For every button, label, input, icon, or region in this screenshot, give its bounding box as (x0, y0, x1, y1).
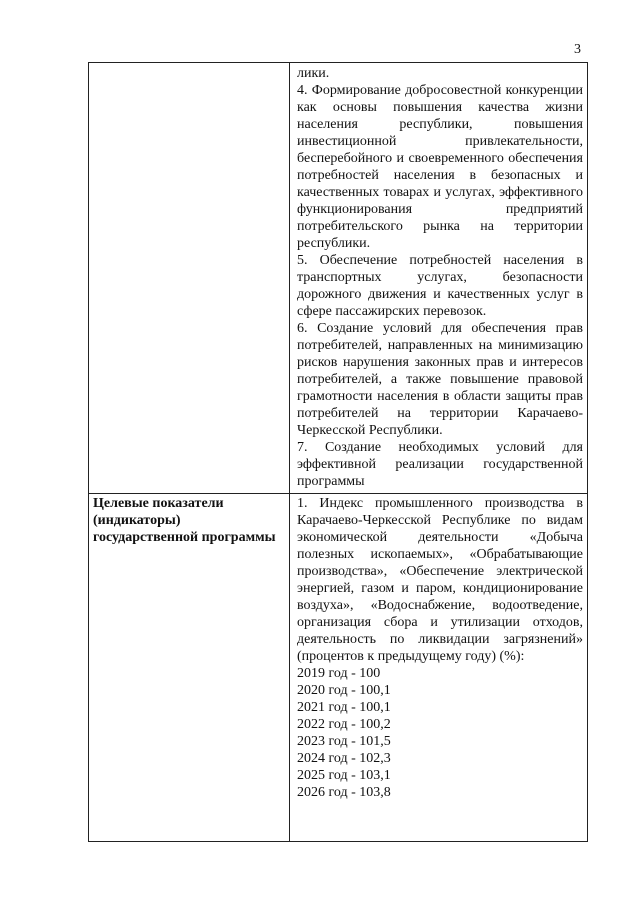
indicator-value-2020: 2020 год - 100,1 (297, 683, 391, 698)
indicators-heading-cell (93, 495, 283, 546)
task-item-4: 4. Формирование добросовестной конкуренции как основы повышения качества жизни населения республики, повышения инвестиционной привлекательности, бесперебойного и своевременного обеспечения потребностей населения в безопасных и качественных товарах и услугах, эффективного функционирования предприятий потребительского рынка на территории республики. (297, 83, 583, 251)
task-item-5: 5. Обеспечение потребностей населения в транспортных услугах, безопасности дорожного движения и качественных услуг в сфере пассажирских перевозок. (297, 253, 583, 319)
column-divider (289, 63, 290, 841)
indicator-value-2024: 2024 год - 102,3 (297, 751, 391, 766)
task-item-7: 7. Создание необходимых условий для эффективной реализации государственной программы (297, 440, 583, 489)
indicator-intro: 1. Индекс промышленного производства в Карачаево-Черкесской Республике по видам экономической деятельности «Добыча полезных ископаемых», «Обрабатывающие производства», «Обеспечение электрической энергией, газом и паром, кондиционирование воздуха», «Водоснабжение, водоотведение, организация сбора и утилизации отходов, деятельность по ликвидации загрязнений» (процентов к предыдущему году) (%): (297, 496, 583, 664)
program-table (88, 62, 588, 842)
tasks-cell (297, 65, 583, 490)
indicator-value-2019: 2019 год - 100 (297, 666, 381, 681)
row-divider (89, 493, 587, 494)
indicators-heading: Целевые показатели (индикаторы) государственной программы (93, 496, 276, 545)
task-item-6: 6. Создание условий для обеспечения прав потребителей, направленных на минимизацию рисков нарушения законных прав и интересов потребителей, а также повышение правовой грамотности населения в области защиты прав потребителей на территории Карачаево-Черкесской Республики. (297, 321, 583, 438)
indicator-value-2025: 2025 год - 103,1 (297, 768, 391, 783)
continuation-text: лики. (297, 66, 330, 81)
indicator-value-2023: 2023 год - 101,5 (297, 734, 391, 749)
indicator-value-2022: 2022 год - 100,2 (297, 717, 391, 732)
indicators-cell (297, 495, 583, 801)
page-number: 3 (574, 42, 581, 57)
indicator-value-2026: 2026 год - 103,8 (297, 785, 391, 800)
indicator-value-2021: 2021 год - 100,1 (297, 700, 391, 715)
